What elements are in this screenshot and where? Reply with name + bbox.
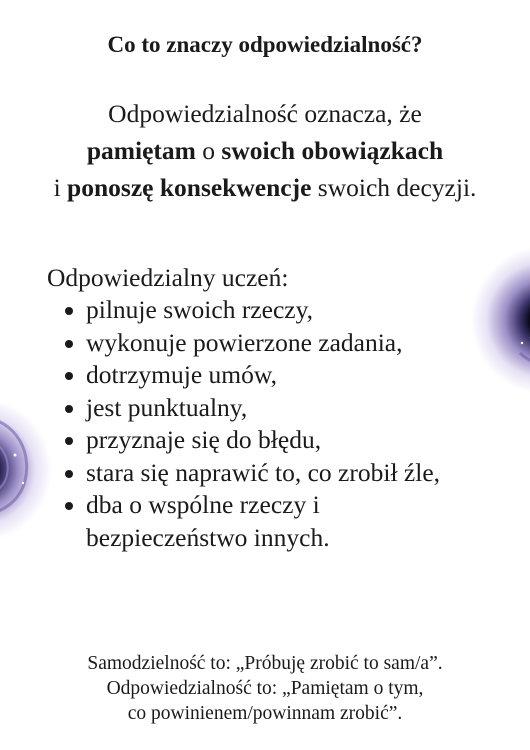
list-item: stara się naprawić to, co zrobił źle,: [62, 457, 482, 490]
definition-text: o: [195, 136, 222, 165]
definition-text: Odpowiedzialność oznacza, że: [108, 99, 422, 128]
definition-emphasis: ponoszę konsekwencje: [67, 173, 312, 202]
definition-paragraph: [40, 95, 490, 206]
list-item: dba o wspólne rzeczy i bezpieczeństwo innych.: [62, 489, 482, 554]
list-heading: Odpowiedzialny uczeń:: [47, 263, 289, 292]
definition-text: i: [53, 173, 68, 202]
page-title: Co to znaczy odpowiedzialność?: [107, 32, 423, 57]
list-item: wykonuje powierzone zadania,: [62, 327, 482, 360]
definition-text: swoich decyzji.: [311, 173, 477, 202]
list-item: jest punktualny,: [62, 392, 482, 425]
footer-line: co powinienem/powinnam zrobić”.: [127, 703, 403, 724]
footer-note: [0, 651, 530, 726]
footer-line: Samodzielność to: „Próbuję zrobić to sam/a”.: [87, 653, 443, 674]
traits-list: [62, 294, 482, 554]
definition-emphasis: swoich obowiązkach: [221, 136, 444, 165]
list-item: pilnuje swoich rzeczy,: [62, 294, 482, 327]
definition-emphasis: pamiętam: [86, 136, 196, 165]
galaxy-swirl-icon: [0, 395, 55, 545]
footer-line: Odpowiedzialność to: „Pamiętam o tym,: [106, 678, 424, 699]
list-item: dotrzymuje umów,: [62, 359, 482, 392]
list-item: przyznaje się do błędu,: [62, 424, 482, 457]
